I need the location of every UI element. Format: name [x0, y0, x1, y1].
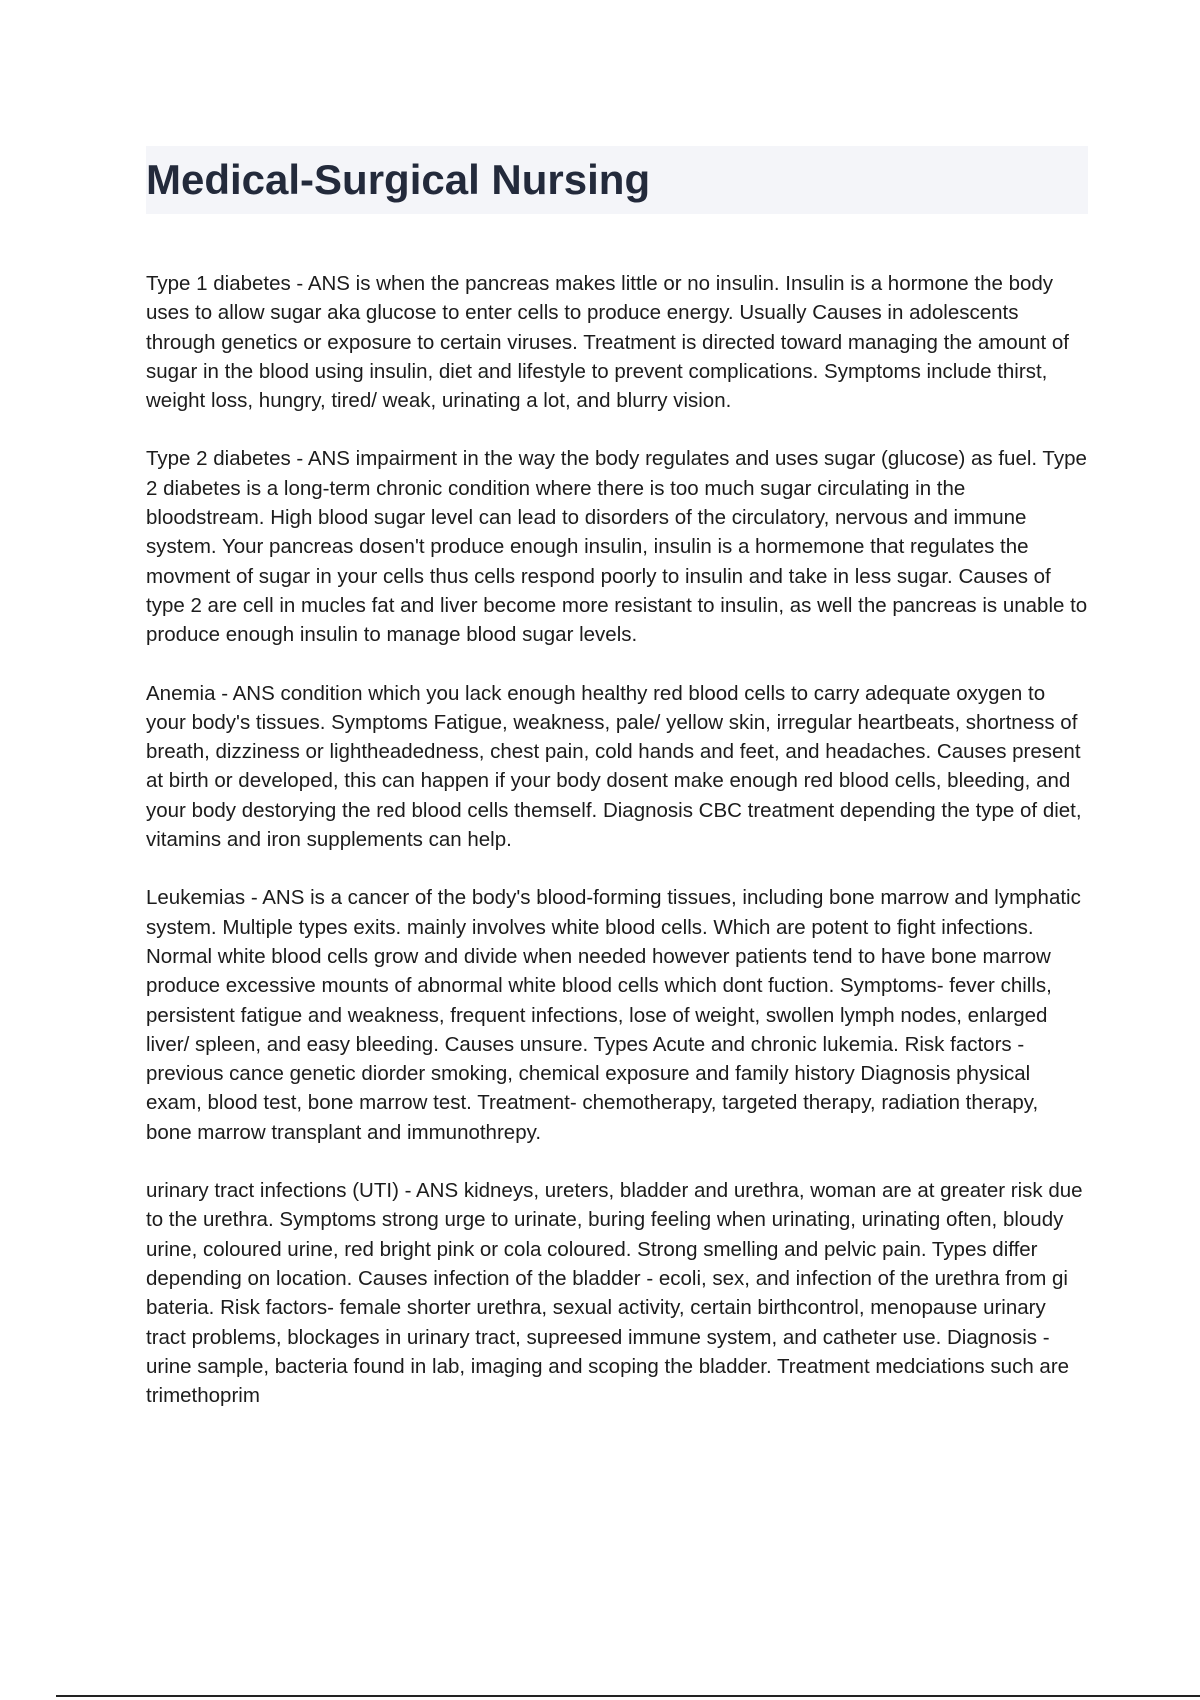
page-title: Medical-Surgical Nursing [146, 156, 651, 203]
document-page [146, 146, 1088, 1439]
entry-list [146, 269, 1088, 1410]
entry-type-2-diabetes: Type 2 diabetes - ANS impairment in the way the body regulates and uses sugar (glucose) as fuel. Type 2 diabetes is a long-term chronic condition where there is too much sugar circulating in the bloodstream. High blood sugar level can lead to disorders of the circulatory, nervous and immune system. Your pancreas dosen't produce enough insulin, insulin is a hormemone that regulates the movment of sugar in your cells thus cells respond poorly to insulin and take in less sugar. Causes of type 2 are cell in mucles fat and liver become more resistant to insulin, as well the pancreas is unable to produce enough insulin to manage blood sugar levels. [146, 447, 1088, 647]
footer-divider [56, 1695, 1200, 1697]
entry-leukemias: Leukemias - ANS is a cancer of the body's blood-forming tissues, including bone marrow and lymphatic system. Multiple types exits. mainly involves white blood cells. Which are potent to fight infections. Normal white blood cells grow and divide when needed however patients tend to have bone marrow produce excessive mounts of abnormal white blood cells which dont fuction. Symptoms- fever chills, persistent fatigue and weakness, frequent infections, lose of weight, swollen lymph nodes, enlarged liver/ spleen, and easy bleeding. Causes unsure. Types Acute and chronic lukemia. Risk factors - previous cance genetic diorder smoking, chemical exposure and family history Diagnosis physical exam, blood test, bone marrow test. Treatment- chemotherapy, targeted therapy, radiation therapy, bone marrow transplant and immunothrepy. [146, 886, 1081, 1144]
entry-uti: urinary tract infections (UTI) - ANS kidneys, ureters, bladder and urethra, woman are at greater risk due to the urethra. Symptoms strong urge to urinate, buring feeling when urinating, urinating often, bloudy urine, coloured urine, red bright pink or cola coloured. Strong smelling and pelvic pain. Types differ depending on location. Causes infection of the bladder - ecoli, sex, and infection of the urethra from gi bateria. Risk factors- female shorter urethra, sexual activity, certain birthcontrol, menopause urinary tract problems, blockages in urinary tract, supreesed immune system, and catheter use. Diagnosis - urine sample, bacteria found in lab, imaging and scoping the bladder. Treatment medciations such are trimethoprim [146, 1179, 1083, 1408]
title-banner [146, 146, 1088, 214]
entry-type-1-diabetes: Type 1 diabetes - ANS is when the pancreas makes little or no insulin. Insulin is a hormone the body uses to allow sugar aka glucose to enter cells to produce energy. Usually Causes in adolescents through genetics or exposure to certain viruses. Treatment is directed toward managing the amount of sugar in the blood using insulin, diet and lifestyle to prevent complications. Symptoms include thirst, weight loss, hungry, tired/ weak, urinating a lot, and blurry vision. [146, 272, 1070, 413]
entry-anemia: Anemia - ANS condition which you lack enough healthy red blood cells to carry adequate oxygen to your body's tissues. Symptoms Fatigue, weakness, pale/ yellow skin, irregular heartbeats, shortness of breath, dizziness or lightheadedness, chest pain, cold hands and feet, and headaches. Causes present at birth or developed, this can happen if your body dosent make enough red blood cells, bleeding, and your body destorying the red blood cells themself. Diagnosis CBC treatment depending the type of diet, vitamins and iron supplements can help. [146, 681, 1082, 852]
